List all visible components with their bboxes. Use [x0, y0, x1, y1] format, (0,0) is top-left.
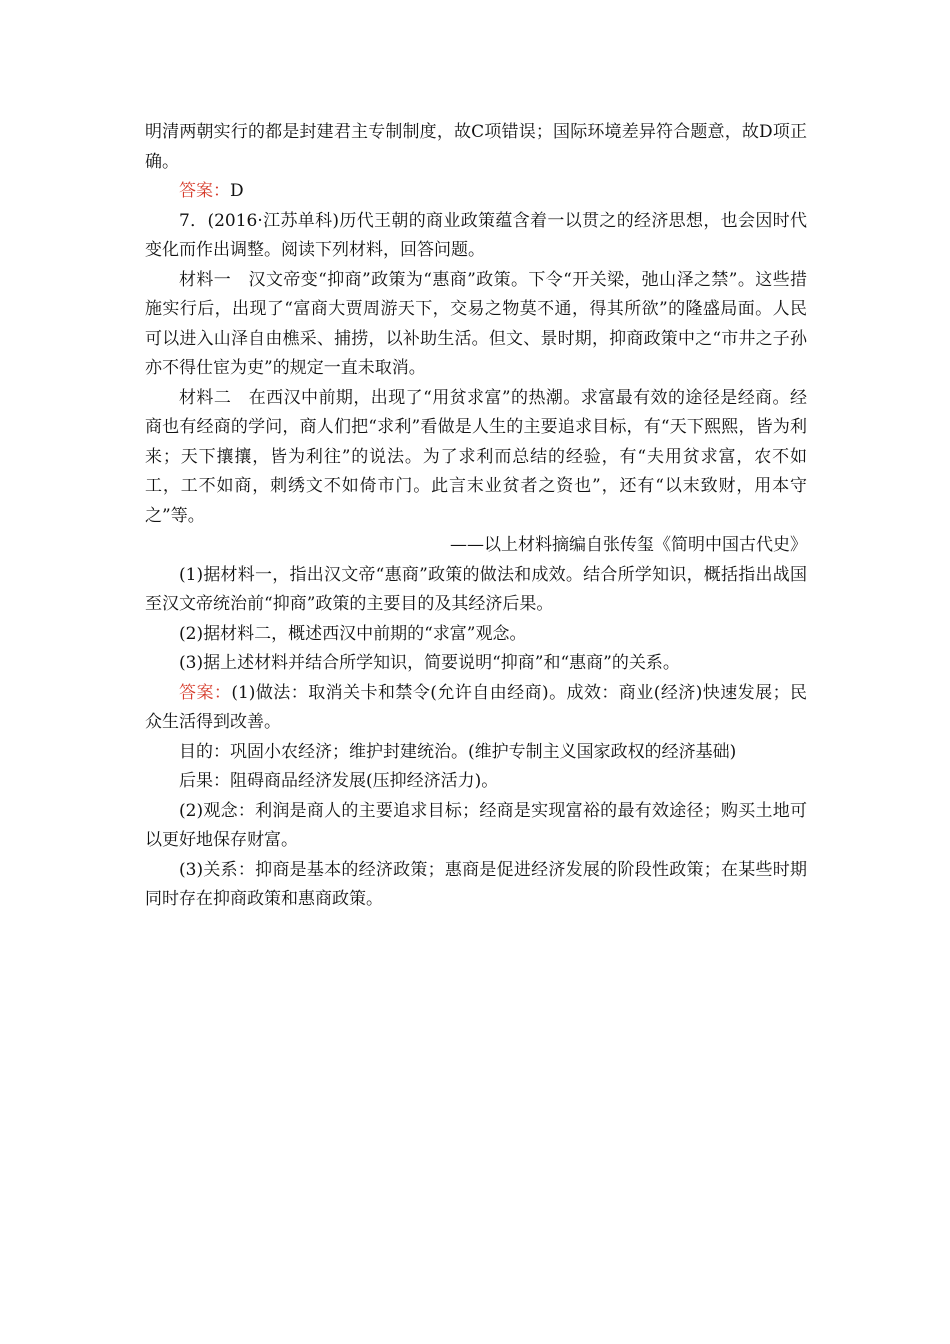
- material-source: ——以上材料摘编自张传玺《简明中国古代史》: [450, 535, 807, 555]
- sub-question-2: (2)据材料二，概述西汉中前期的“求富”观念。: [179, 623, 527, 644]
- intro-paragraph: 明清两朝实行的都是封建君主专制制度，故C项错误；国际环境差异符合题意，故D项正确。: [145, 122, 807, 172]
- answer-value: D: [230, 181, 244, 201]
- answer-label-2: 答案：: [179, 682, 232, 703]
- answer-line: [145, 177, 807, 207]
- material-1: 材料一 汉文帝变“抑商”政策为“惠商”政策。下令“开关梁，弛山泽之禁”。这些措施实行后，出现了“富商大贾周游天下，交易之物莫不通，得其所欲”的隆盛局面。人民可以进入山泽自由樵采、捕捞，以补助生活。但文、景时期，抑商政策中之“市井之子孙亦不得仕宦为吏”的规定一直未取消。: [145, 269, 807, 378]
- answer-goal: 目的：巩固小农经济；维护封建统治。(维护专制主义国家政权的经济基础): [179, 741, 737, 762]
- answer-2: (2)观念：利润是商人的主要追求目标；经商是实现富裕的最有效途径；购买土地可以更好地保存财富。: [145, 800, 807, 850]
- answer-3: (3)关系：抑商是基本的经济政策；惠商是促进经济发展的阶段性政策；在某些时期同时存在抑商政策和惠商政策。: [145, 859, 807, 909]
- answer-1-text: (1)做法：取消关卡和禁令(允许自由经商)。成效：商业(经济)快速发展；民众生活得到改善。: [145, 682, 808, 732]
- sub-question-3: (3)据上述材料并结合所学知识，简要说明“抑商”和“惠商”的关系。: [179, 653, 680, 673]
- question-7: 7．(2016·江苏单科)历代王朝的商业政策蕴含着一以贯之的经济思想，也会因时代变化而作出调整。阅读下列材料，回答问题。: [145, 210, 807, 260]
- material-2: 材料二 在西汉中前期，出现了“用贫求富”的热潮。求富最有效的途径是经商。经商也有经商的学问，商人们把“求利”看做是人生的主要追求目标，有“天下熙熙，皆为利来；天下攘攘，皆为利往”的说法。为了求利而总结的经验，有“夫用贫求富，农不如工，工不如商，刺绣文不如倚市门。此言末业贫者之资也”，还有“以末致财，用本守之”等。: [145, 387, 807, 526]
- sub-question-1: (1)据材料一，指出汉文帝“惠商”政策的做法和成效。结合所学知识，概括指出战国至汉文帝统治前“抑商”政策的主要目的及其经济后果。: [145, 564, 807, 614]
- answer-label: 答案：: [179, 181, 230, 201]
- document-body: [145, 118, 807, 915]
- answer-result: 后果：阻碍商品经济发展(压抑经济活力)。: [179, 771, 499, 791]
- answer-1: [145, 679, 807, 738]
